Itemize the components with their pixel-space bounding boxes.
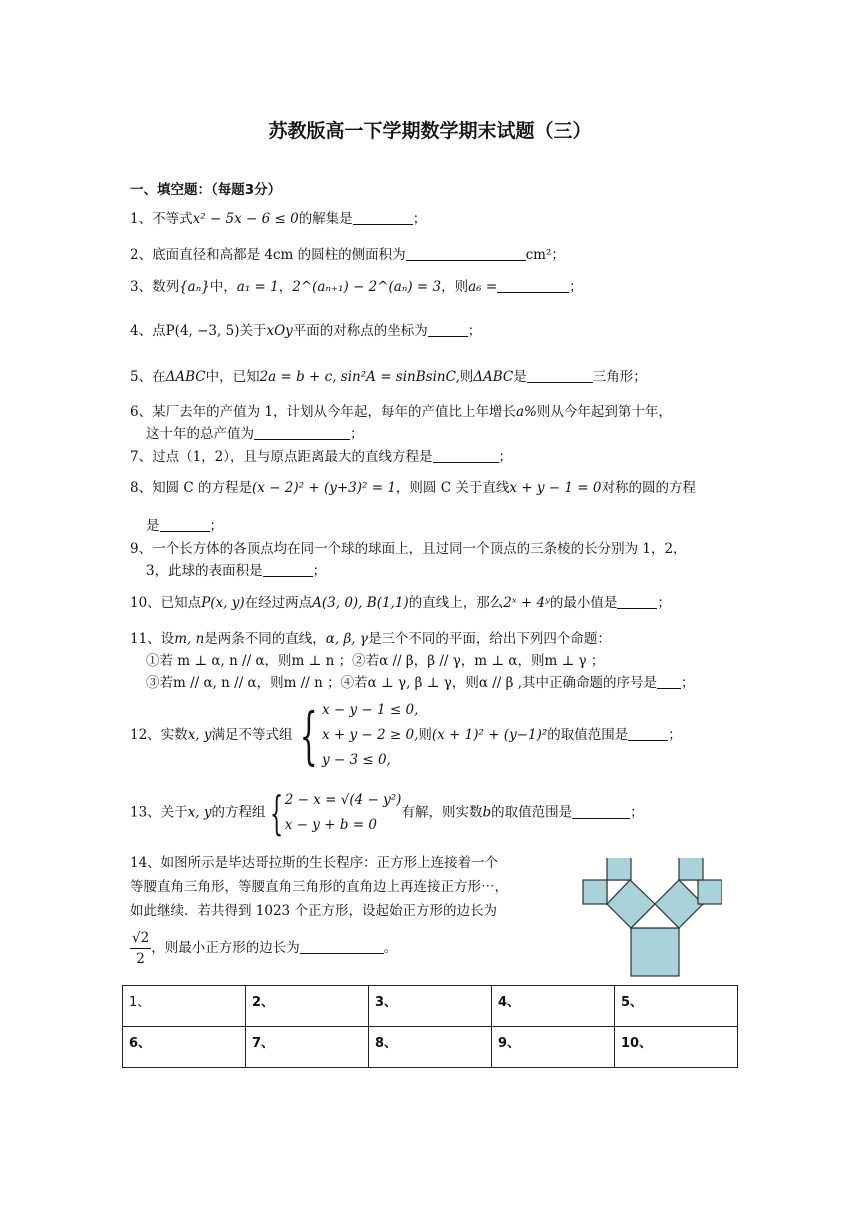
- table-cell[interactable]: 5、: [615, 986, 738, 1027]
- table-cell[interactable]: 2、: [246, 986, 369, 1027]
- table-cell[interactable]: 6、: [123, 1027, 246, 1068]
- table-cell[interactable]: 8、: [369, 1027, 492, 1068]
- question-9: 9、一个长方体的各顶点均在同一个球的球面上，且过同一个顶点的三条棱的长分别为 1，2，: [130, 541, 687, 557]
- answer-blank[interactable]: [160, 517, 210, 532]
- question-14: 14、如图所示是毕达哥拉斯的生长程序：正方形上连接着一个: [130, 855, 499, 871]
- answer-blank[interactable]: [300, 939, 384, 954]
- answer-blank[interactable]: [263, 562, 313, 577]
- table-cell[interactable]: 7、: [246, 1027, 369, 1068]
- question-9-line-2: 3，此球的表面积是 ；: [146, 563, 327, 579]
- question-12: 12、实数x, y满足不等式组 { x − y − 1 ≤ 0, x + y − 2 ≥ 0, y − 3 ≤ 0, 则(x + 1)² + (y−1)²的取值范围是 ；: [130, 698, 682, 772]
- brace-symbol: {: [299, 698, 318, 772]
- question-2: 2、底面直径和高都是 4cm 的圆柱的侧面积为 cm²；: [130, 247, 565, 263]
- page-title: 苏教版高一下学期数学期末试题（三）: [268, 120, 592, 142]
- answer-blank[interactable]: [617, 594, 657, 609]
- question-13: 13、关于x, y的方程组{ 2 − x = √(4 − y²) x − y + b = 0 有解，则实数b的取值范围是 ；: [130, 786, 644, 840]
- section-heading: 一、填空题：（每题3分）: [130, 182, 282, 198]
- question-7: 7、过点（1，2），且与原点距离最大的直线方程是 ；: [130, 449, 513, 465]
- table-row: [123, 986, 738, 1027]
- question-11: 11、设m, n是两条不同的直线，α, β, γ是三个不同的平面，给出下列四个命题：: [130, 631, 611, 647]
- table-cell[interactable]: 9、: [492, 1027, 615, 1068]
- question-1: 1、不等式x² − 5x − 6 ≤ 0的解集是 ；: [130, 211, 427, 227]
- answer-blank[interactable]: [497, 278, 569, 293]
- question-11-line-2: ①若 m ⊥ α, n // α，则m ⊥ n ；②若α // β，β // γ，m ⊥ α，则m ⊥ γ ；: [146, 653, 605, 669]
- inequality-system: x − y − 1 ≤ 0, x + y − 2 ≥ 0, y − 3 ≤ 0,: [321, 702, 419, 768]
- answer-blank[interactable]: [428, 322, 468, 337]
- question-11-line-3: ③若m // α, n // α，则m // n ；④若α ⊥ γ, β ⊥ γ，则α // β ,其中正确命题的序号是 ；: [146, 675, 695, 691]
- question-14-line-2: 等腰直角三角形，等腰直角三角形的直角边上再连接正方形⋯，: [130, 879, 508, 895]
- question-3: 3、数列{aₙ}中，a₁ = 1，2^(aₙ₊₁) − 2^(aₙ) = 3，则a₆ = ；: [130, 279, 583, 295]
- table-cell[interactable]: 10、: [615, 1027, 738, 1068]
- answer-table: [122, 985, 738, 1068]
- small-square: [698, 880, 722, 904]
- question-4: 4、点P(4, −3, 5)关于xOy平面的对称点的坐标为 ；: [130, 323, 482, 339]
- small-square: [583, 880, 607, 904]
- question-8-line-2: 是 ；: [146, 518, 223, 534]
- answer-blank[interactable]: [628, 726, 668, 741]
- small-square: [607, 858, 631, 880]
- answer-blank[interactable]: [433, 448, 499, 463]
- base-square: [631, 928, 679, 976]
- question-6: 6、某厂去年的产值为 1，计划从今年起，每年的产值比上年增长a%则从今年起到第十年，: [130, 404, 672, 420]
- pythagoras-tree-figure: [582, 858, 722, 978]
- answer-blank[interactable]: [406, 246, 526, 261]
- question-5: 5、在ΔABC中，已知2a = b + c, sin²A = sinBsinC,则ΔABC是 三角形；: [130, 369, 647, 385]
- table-cell[interactable]: 4、: [492, 986, 615, 1027]
- answer-blank[interactable]: [572, 804, 630, 819]
- answer-blank[interactable]: [527, 368, 593, 383]
- small-square: [679, 858, 703, 880]
- equation-system: 2 − x = √(4 − y²) x − y + b = 0: [284, 792, 402, 833]
- table-cell[interactable]: 3、: [369, 986, 492, 1027]
- answer-blank[interactable]: [657, 674, 681, 689]
- answer-blank[interactable]: [353, 210, 413, 225]
- brace-symbol: {: [269, 786, 283, 840]
- answer-blank[interactable]: [254, 425, 350, 440]
- question-10: 10、已知点P(x, y)在经过两点A(3, 0), B(1,1)的直线上，那么2ˣ + 4ʸ的最小值是 ；: [130, 595, 671, 611]
- table-cell[interactable]: 1、: [123, 986, 246, 1027]
- question-14-line-3: 如此继续．若共得到 1023 个正方形，设起始正方形的边长为: [130, 903, 497, 919]
- question-14-line-4: $\frac{√2}{2}$ ，则最小正方形的边长为 。: [132, 930, 398, 967]
- question-6-line-2: 这十年的总产值为 ；: [146, 426, 364, 442]
- question-8: 8、知圆 C 的方程是(x − 2)² + (y+3)² = 1，则圆 C 关于直线x + y − 1 = 0对称的圆的方程: [130, 480, 696, 496]
- fraction: $\frac{√2}{2}$: [132, 930, 150, 967]
- table-row: [123, 1027, 738, 1068]
